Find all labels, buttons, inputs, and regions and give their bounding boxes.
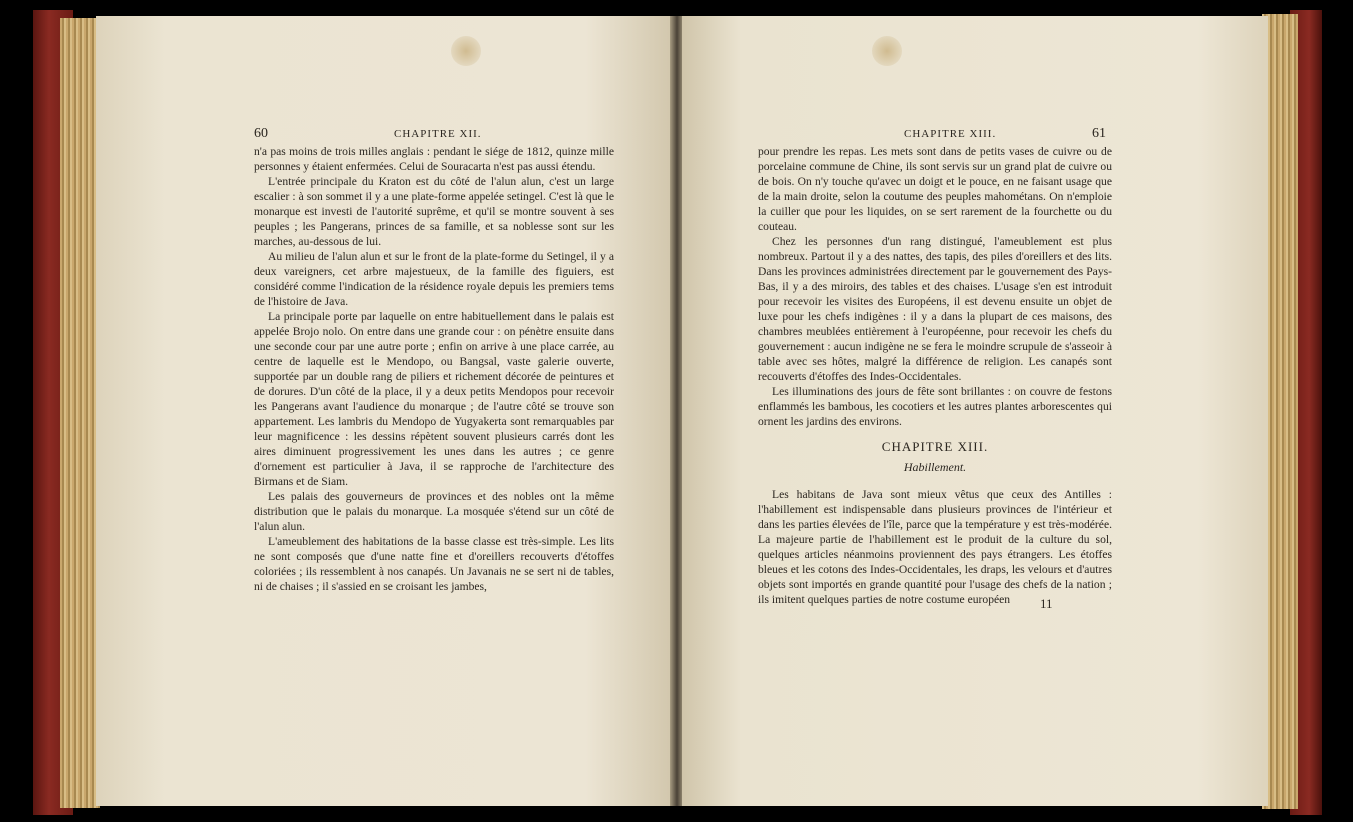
left-page-text — [254, 144, 614, 594]
right-page — [682, 16, 1268, 806]
paragraph: Les illuminations des jours de fête sont brillantes : on couvre de festons enflammés les bambous, les cocotiers et les autres plantes arborescentes qui ornent les jardins des environs. — [758, 385, 1112, 428]
right-page-number: 61 — [1092, 126, 1106, 141]
foxing-stain — [872, 36, 902, 66]
right-running-head: CHAPITRE XIII. — [904, 128, 997, 140]
right-page-text — [758, 144, 1112, 607]
paragraph: Les palais des gouverneurs de provinces et des nobles ont la même distribution que le palais du monarque. La mosquée s'étend sur un côté de l'alun alun. — [254, 490, 614, 533]
paragraph: n'a pas moins de trois milles anglais : pendant le siége de 1812, quinze mille personnes y étaient enfermées. Celui de Souracarta n'est pas aussi étendu. — [254, 145, 614, 173]
chapter-subheading: Habillement. — [903, 460, 967, 474]
paragraph: Chez les personnes d'un rang distingué, l'ameublement est plus nombreux. Partout il y a des nattes, des tapis, des piles d'oreillers et des lits. Dans les provinces administrées directement par le gouvernement des Pays-Bas, il y a des miroirs, des tables et des chaises. L'usage s'en est introduit pour recevoir les visites des Européens, il est devenu ensuite un objet de luxe pour les chefs indigènes : il y a dans la plupart de ces maisons, des chambres meublées entièrement à l'européenne, pour recevoir les chefs du gouvernement : aucun indigène ne se fera le moindre scrupule de s'asseoir à table avec ses hôtes, malgré la différence de religion. Les canapés sont recouverts d'étoffes des Indes-Occidentales. — [758, 235, 1112, 383]
signature-mark: 11 — [1040, 596, 1053, 611]
foxing-stain — [451, 36, 481, 66]
paragraph: L'entrée principale du Kraton est du côté de l'alun alun, c'est un large escalier : à son sommet il y a une plate-forme appelée setingel. C'est là que le monarque est investi de l'autorité suprême, et qu'il se montre souvent à ses peuples ; les Pangerans, princes de sa famille, et sa noblesse sont sur les marches, au-dessous de lui. — [254, 175, 614, 248]
paragraph: pour prendre les repas. Les mets sont dans de petits vases de cuivre ou de porcelaine commune de Chine, ils sont servis sur un grand plat de cuivre ou de bois. On n'y touche qu'avec un doigt et le pouce, en ne faisant usage que de la main droite, selon la coutume des peuples mahométans. On n'emploie la cuiller que pour les liquides, on se sert rarement de la fourchette ou du couteau. — [758, 145, 1112, 233]
chapter-heading: CHAPITRE XIII. — [881, 439, 989, 454]
left-page-edges — [60, 18, 100, 808]
paragraph: L'ameublement des habitations de la basse classe est très-simple. Les lits ne sont composés que d'une natte fine et d'oreillers recouverts d'étoffes coloriées ; ils ressemblent à nos canapés. Un Javanais ne se sert ni de tables, ni de chaises ; il s'assied en se croisant les jambes, — [254, 535, 614, 593]
left-page-number: 60 — [254, 126, 268, 141]
left-running-head: CHAPITRE XII. — [394, 128, 482, 140]
paragraph: La principale porte par laquelle on entre habituellement dans le palais est appelée Brojo nolo. On entre dans une grande cour : on pénètre ensuite dans une seconde cour par une autre porte ; enfin on arrive à une place carrée, au centre de laquelle est le Mendopo, ou Bangsal, vaste galerie ouverte, supportée par un double rang de piliers et richement décorée de peintures et de dorures. D'un côté de la place, il y a deux petits Mendopos pour recevoir les Pangerans avant l'audience du monarque ; de l'autre côté se trouve son appartement. Les lambris du Mendopo de Yugyakerta sont remarquables par leur magnificence : les dessins répètent souvent plusieurs carrés dont les aires diminuent progressivement les unes dans les autres ; ce genre d'ornement est particulier à Java, il se rapproche de l'architecture des Birmans et de Siam. — [254, 310, 614, 488]
paragraph: Les habitans de Java sont mieux vêtus que ceux des Antilles : l'habillement est indispensable dans plusieurs provinces de l'intérieur et dans les parties élevées de l'île, parce que la température y est très-modérée. La majeure partie de l'habillement est le produit de la culture du sol, quelques articles néanmoins proviennent des pays étrangers. Les étoffes bleues et les cotons des Indes-Occidentales, les draps, les velours et d'autres objets sont importés en grande quantité pour l'usage des chefs de la nation ; ils imitent quelques parties de notre costume européen — [758, 488, 1112, 606]
paragraph: Au milieu de l'alun alun et sur le front de la plate-forme du Setingel, il y a deux vareigners, cet arbre majestueux, de la famille des figuiers, est considéré comme l'indication de la résidence royale depuis les premiers tems de l'histoire de Java. — [254, 250, 614, 308]
left-page — [96, 16, 672, 806]
